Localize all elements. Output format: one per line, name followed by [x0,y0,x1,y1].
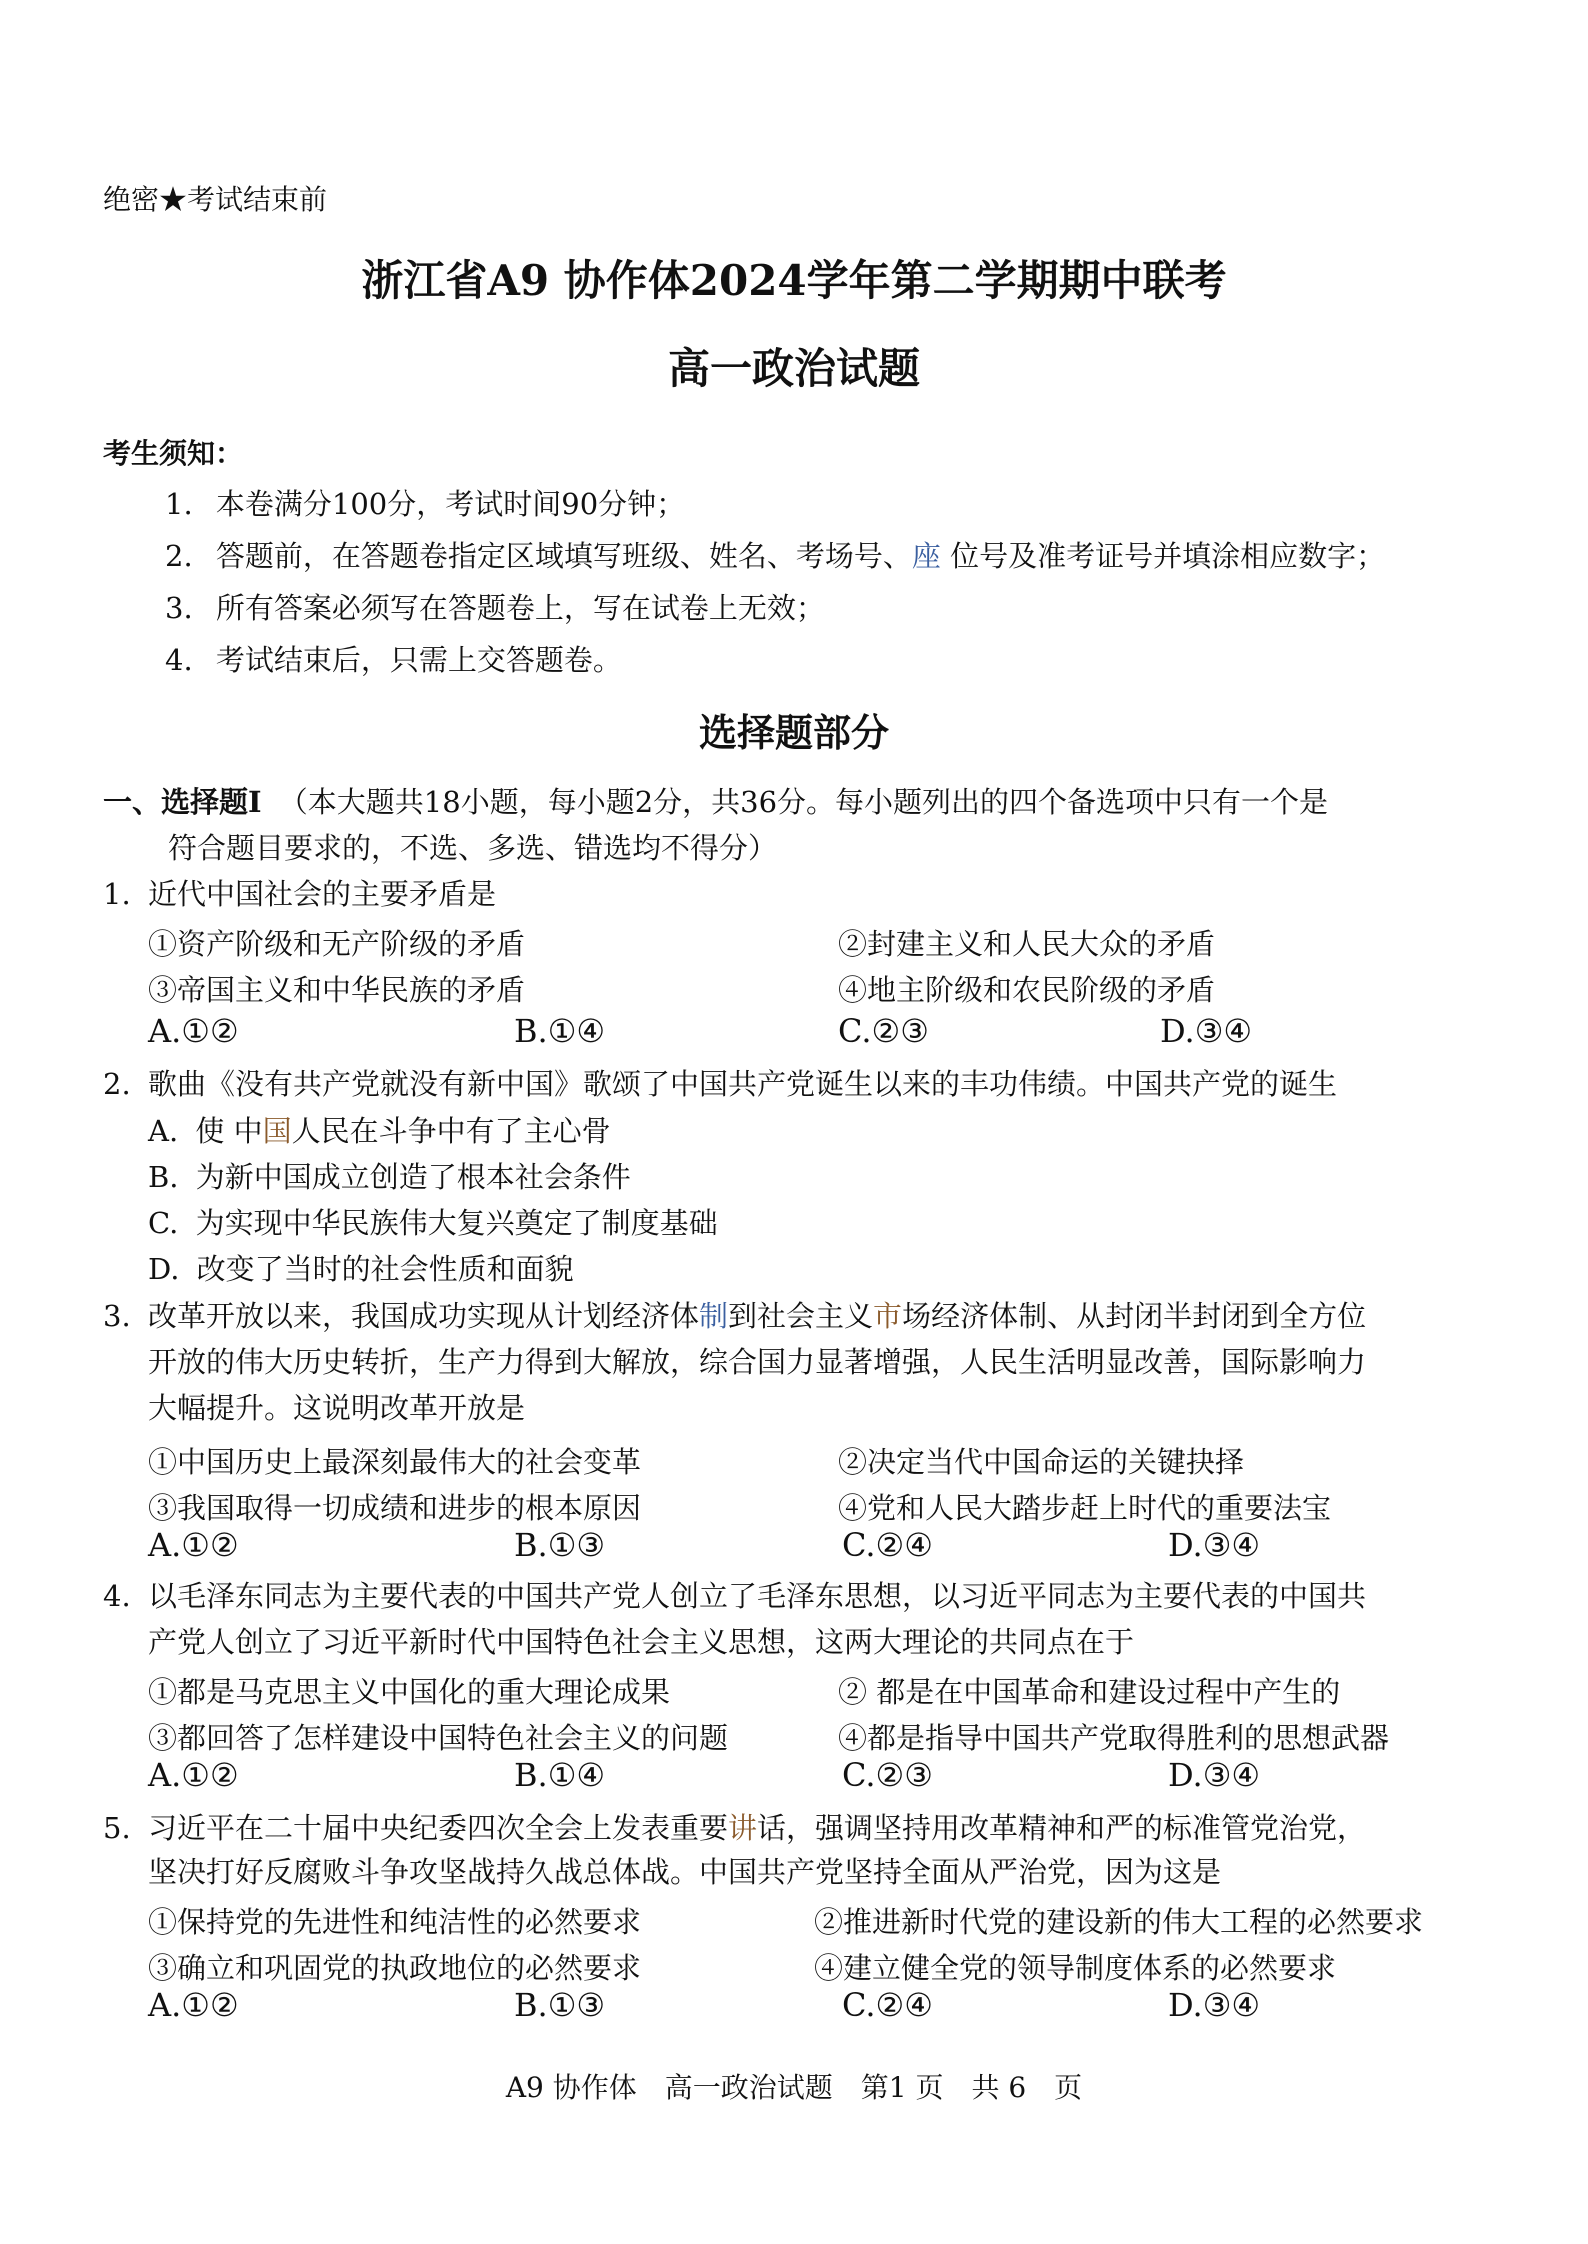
statement-item: ①都是马克思主义中国化的重大理论成果 [148,1675,671,1709]
notice-text: 位号及准考证号并填涂相应数字； [940,539,1386,573]
statement-item: ①资产阶级和无产阶级的矛盾 [148,927,526,961]
notice-text: 答题前，在答题卷指定区域填写班级、姓名、考场号、 [215,539,912,573]
section-title: 选择题部分 [698,710,889,755]
notice-num: 2. [165,539,193,573]
answer-choice-c[interactable]: C.②④ [842,1986,933,2024]
statement-item: ④党和人民大踏步赶上时代的重要法宝 [838,1491,1332,1525]
stem-text-mark: 制 [699,1299,729,1333]
answer-choice-b[interactable]: B.①④ [514,1756,606,1794]
statement-item: ④都是指导中国共产党取得胜利的思想武器 [838,1721,1390,1755]
notice-item [165,588,825,628]
answer-choice-d[interactable] [148,1249,574,1289]
section-instructions [103,780,1328,821]
statement-item: ②推进新时代党的建设新的伟大工程的必然要求 [814,1905,1424,1939]
section-instructions-line1: （本大题共18小题，每小题2分，共36分。每小题列出的四个备选项中只有一个是 [278,785,1329,819]
choice-letter: A. [148,1114,179,1148]
choice-text: 改变了当时的社会性质和面貌 [196,1252,574,1286]
exam-title: 浙江省A9 协作体2024学年第二学期期中联考 [361,256,1227,305]
notice-text: 本卷满分100分，考试时间90分钟； [215,487,686,521]
answer-choice-a[interactable] [148,1111,611,1151]
statement-item: ③我国取得一切成绩和进步的根本原因 [148,1491,642,1525]
question-num: 4. [103,1579,131,1613]
exam-subtitle: 高一政治试题 [667,344,920,393]
choice-text: 使 中 [195,1114,263,1148]
question-stem-line: 大幅提升。这说明改革开放是 [148,1391,526,1425]
statement-item: ③都回答了怎样建设中国特色社会主义的问题 [148,1721,729,1755]
choice-letter: B. [148,1160,179,1194]
stem-text-mark: 讲 [728,1811,758,1845]
answer-choice-c[interactable]: C.②③ [838,1012,929,1050]
section-label: 一、选择题Ⅰ [103,785,262,819]
notice-item [165,536,1385,576]
answer-choice-a[interactable]: A.①② [148,1012,239,1050]
answer-choice-c[interactable]: C.②③ [842,1756,933,1794]
question-num: 1. [103,877,131,911]
answer-choice-b[interactable] [148,1157,631,1197]
statement-item: ②封建主义和人民大众的矛盾 [838,927,1216,961]
statement-item: ④建立健全党的领导制度体系的必然要求 [814,1951,1337,1985]
notice-num: 3. [165,591,193,625]
question-stem-line: 坚决打好反腐败斗争攻坚战持久战总体战。中国共产党坚持全面从严治党，因为这是 [148,1855,1222,1889]
statement-item: ②决定当代中国命运的关键抉择 [838,1445,1245,1479]
section-instructions-line2: 符合题目要求的，不选、多选、错选均不得分） [168,831,778,865]
notice-num: 1. [165,487,193,521]
answer-choice-d[interactable]: D.③④ [1168,1986,1261,2024]
answer-choice-c[interactable]: C.②④ [842,1526,933,1564]
question-stem [148,1296,1366,1336]
notice-item [165,484,685,524]
answer-choice-d[interactable]: D.③④ [1168,1526,1261,1564]
answer-choice-b[interactable]: B.①④ [514,1012,606,1050]
statement-item: ② 都是在中国革命和建设过程中产生的 [838,1675,1341,1709]
notice-text: 考试结束后，只需上交答题卷。 [215,643,622,677]
stem-text: 改革开放以来，我国成功实现从计划经济体 [148,1299,700,1333]
choice-letter: C. [148,1206,179,1240]
stem-text: 习近平在二十届中央纪委四次全会上发表重要 [148,1811,729,1845]
statement-item: ③帝国主义和中华民族的矛盾 [148,973,526,1007]
statement-item: ④地主阶级和农民阶级的矛盾 [838,973,1216,1007]
choice-letter: D. [148,1252,180,1286]
question-stem [148,1808,1366,1848]
stem-text: 场经济体制、从封闭半封闭到全方位 [902,1299,1367,1333]
question-num: 3. [103,1299,131,1333]
notice-num: 4. [165,643,193,677]
answer-choice-d[interactable]: D.③④ [1160,1012,1253,1050]
stem-text: 到社会主义 [728,1299,874,1333]
confidential-label: 绝密★考试结束前 [103,183,328,216]
answer-choice-a[interactable]: A.①② [148,1526,239,1564]
answer-choice-a[interactable]: A.①② [148,1756,239,1794]
answer-choice-b[interactable]: B.①③ [514,1986,606,2024]
choice-text-mark: 国 [262,1114,292,1148]
answer-choice-c[interactable] [148,1203,718,1243]
choice-text: 为实现中华民族伟大复兴奠定了制度基础 [195,1206,718,1240]
notice-text: 所有答案必须写在答题卷上，写在试卷上无效； [215,591,825,625]
stem-text: 话，强调坚持用改革精神和严的标准管党治党， [757,1811,1367,1845]
notice-label: 考生须知： [103,437,244,470]
statement-item: ①中国历史上最深刻最伟大的社会变革 [148,1445,642,1479]
statement-item: ①保持党的先进性和纯洁性的必然要求 [148,1905,642,1939]
notice-text-mark: 座 [911,539,941,573]
page-footer: A9 协作体 高一政治试题 第1 页 共 6 页 [505,2071,1083,2104]
question-stem-line: 产党人创立了习近平新时代中国特色社会主义思想，这两大理论的共同点在于 [148,1625,1135,1659]
question-stem: 歌曲《没有共产党就没有新中国》歌颂了中国共产党诞生以来的丰功伟绩。中国共产党的诞生 [148,1067,1338,1101]
answer-choice-a[interactable]: A.①② [148,1986,239,2024]
statement-item: ③确立和巩固党的执政地位的必然要求 [148,1951,642,1985]
choice-text: 为新中国成立创造了根本社会条件 [195,1160,631,1194]
answer-choice-d[interactable]: D.③④ [1168,1756,1261,1794]
question-num: 5. [103,1811,131,1845]
question-stem: 近代中国社会的主要矛盾是 [148,877,497,911]
answer-choice-b[interactable]: B.①③ [514,1526,606,1564]
question-stem: 以毛泽东同志为主要代表的中国共产党人创立了毛泽东思想，以习近平同志为主要代表的中国共 [148,1579,1367,1613]
notice-item [165,640,622,680]
stem-text-mark: 市 [873,1299,903,1333]
choice-text: 人民在斗争中有了主心骨 [291,1114,611,1148]
question-stem-line: 开放的伟大历史转折，生产力得到大解放，综合国力显著增强，人民生活明显改善，国际影响力 [148,1345,1367,1379]
question-num: 2. [103,1067,131,1101]
